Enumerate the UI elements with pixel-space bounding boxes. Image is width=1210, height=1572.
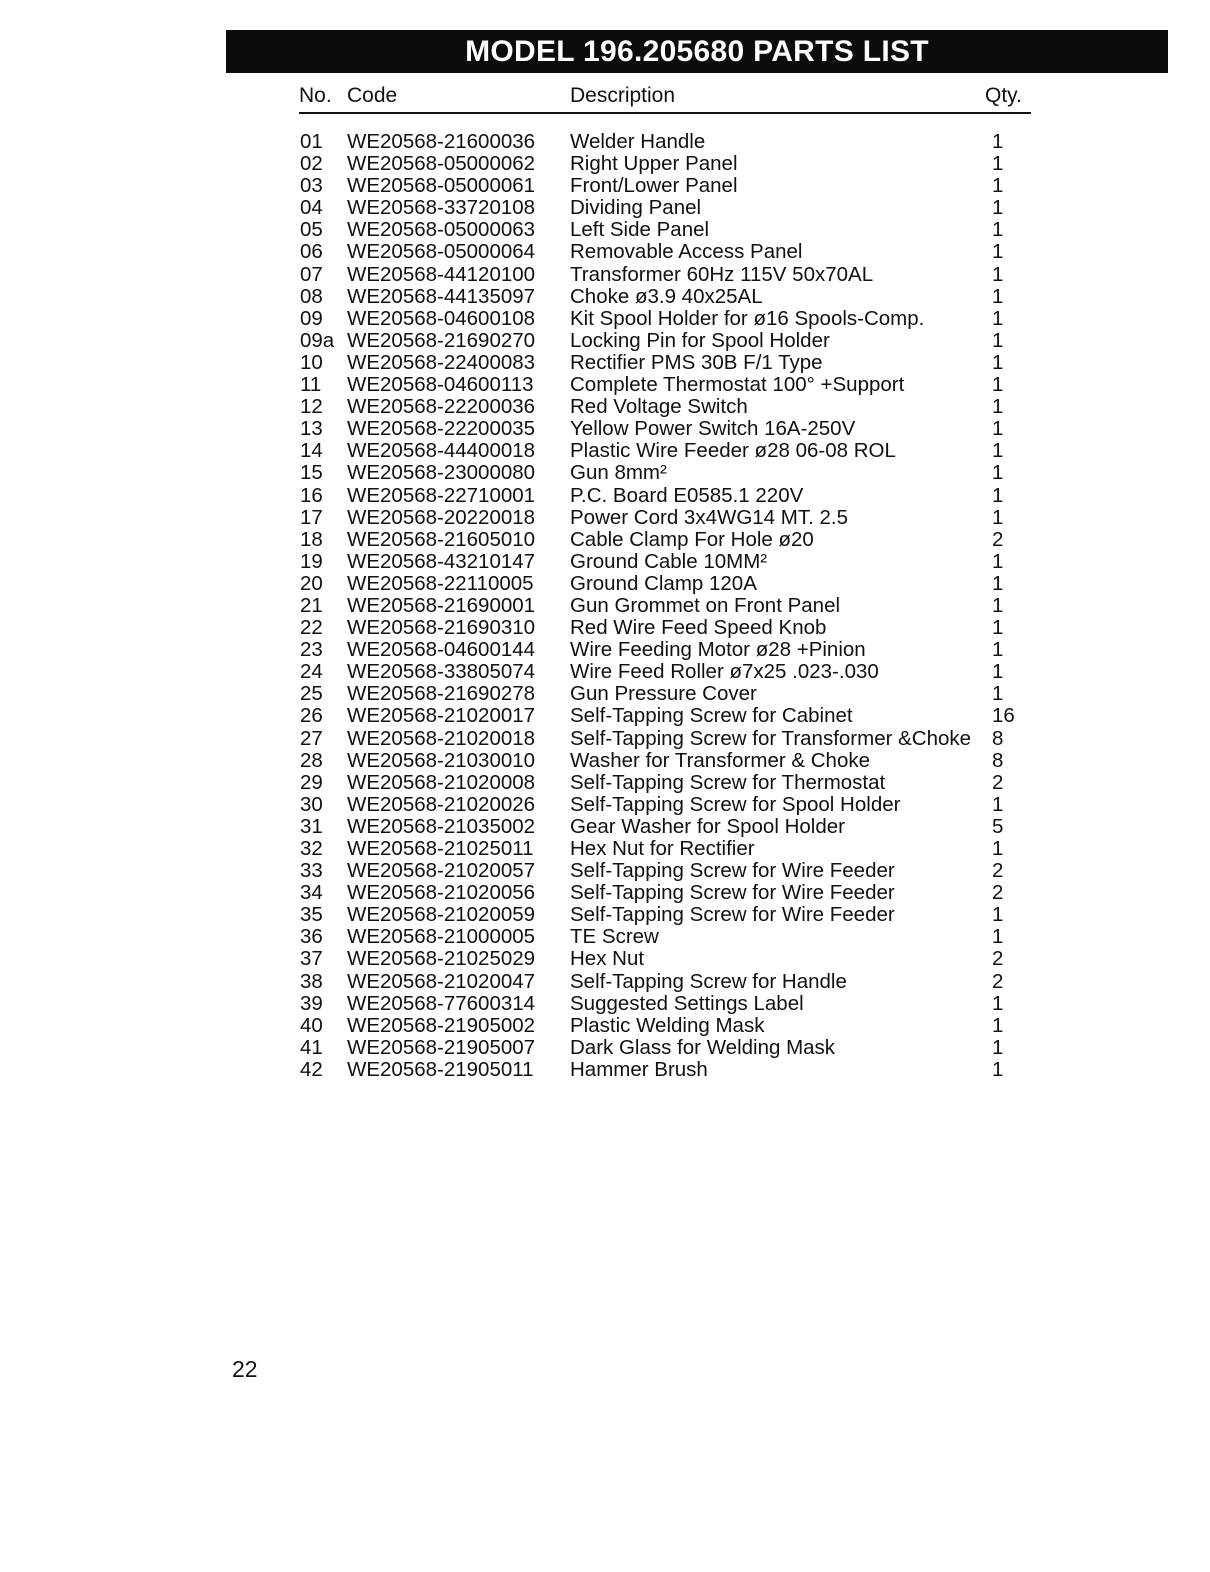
part-description: Complete Thermostat 100° +Support	[570, 373, 905, 397]
part-description: Ground Clamp 120A	[570, 571, 757, 595]
header-qty: Qty.	[985, 84, 1022, 107]
part-qty: 1	[992, 682, 1004, 706]
part-code: WE20568-22200036	[347, 395, 536, 419]
part-code: WE20568-21020008	[347, 770, 536, 794]
part-qty: 1	[992, 174, 1004, 198]
part-code: WE20568-22110005	[347, 571, 534, 595]
part-qty: 1	[992, 417, 1004, 441]
table-row	[0, 308, 1210, 330]
part-no: 08	[300, 284, 323, 308]
part-qty: 1	[992, 130, 1004, 153]
part-code: WE20568-21690310	[347, 616, 536, 640]
part-description: Rectifier PMS 30B F/1 Type	[570, 350, 823, 374]
part-description: P.C. Board E0585.1 220V	[570, 483, 804, 507]
part-qty: 1	[992, 505, 1004, 529]
part-description: Hammer Brush	[570, 1057, 708, 1081]
part-code: WE20568-21905002	[347, 1013, 536, 1037]
part-code: WE20568-04600113	[347, 373, 534, 397]
part-no: 01	[300, 130, 323, 153]
page-title: MODEL 196.205680 PARTS LIST	[226, 30, 1168, 73]
part-no: 41	[300, 1035, 323, 1059]
page-number: 22	[232, 1356, 258, 1382]
part-no: 37	[300, 947, 323, 971]
header-code: Code	[347, 84, 398, 107]
part-description: Hex Nut for Rectifier	[570, 837, 755, 860]
part-no: 42	[300, 1057, 323, 1081]
part-no: 33	[300, 859, 323, 883]
table-row	[0, 374, 1210, 396]
part-no: 18	[300, 527, 323, 551]
part-description: Right Upper Panel	[570, 152, 738, 176]
part-qty: 1	[992, 660, 1004, 684]
part-qty: 1	[992, 549, 1004, 573]
part-qty: 2	[992, 859, 1004, 883]
part-description: Gun 8mm²	[570, 461, 667, 485]
table-row	[0, 462, 1210, 484]
part-code: WE20568-05000061	[347, 174, 536, 198]
table-row	[0, 264, 1210, 286]
table-row	[0, 440, 1210, 462]
part-qty: 16	[992, 704, 1015, 728]
header-description: Description	[570, 84, 676, 107]
part-description: Plastic Wire Feeder ø28 06-08 ROL	[570, 439, 896, 463]
table-row	[0, 948, 1210, 970]
part-code: WE20568-44400018	[347, 439, 536, 463]
part-no: 15	[300, 461, 323, 485]
part-description: Self-Tapping Screw for Wire Feeder	[570, 881, 895, 905]
table-row	[0, 175, 1210, 197]
part-qty: 1	[992, 638, 1004, 662]
part-no: 03	[300, 174, 323, 198]
part-code: WE20568-21600036	[347, 130, 536, 153]
part-qty: 1	[992, 395, 1004, 419]
part-no: 22	[300, 616, 323, 640]
table-row	[0, 507, 1210, 529]
table-row	[0, 197, 1210, 219]
table-row	[0, 529, 1210, 551]
header-divider	[299, 112, 1031, 114]
part-no: 04	[300, 196, 323, 220]
part-qty: 1	[992, 1035, 1004, 1059]
part-code: WE20568-21000005	[347, 925, 536, 949]
part-code: WE20568-05000064	[347, 240, 536, 264]
parts-table	[0, 131, 1210, 1081]
table-row	[0, 750, 1210, 772]
part-no: 38	[300, 969, 323, 993]
table-row	[0, 728, 1210, 750]
part-description: Suggested Settings Label	[570, 991, 804, 1015]
part-description: Ground Cable 10MM²	[570, 549, 768, 573]
table-row	[0, 286, 1210, 308]
table-row	[0, 131, 1210, 153]
table-row	[0, 352, 1210, 374]
part-description: Cable Clamp For Hole ø20	[570, 527, 814, 551]
part-code: WE20568-44135097	[347, 284, 536, 308]
table-row	[0, 794, 1210, 816]
part-no: 14	[300, 439, 323, 463]
part-description: Locking Pin for Spool Holder	[570, 328, 830, 352]
part-description: Self-Tapping Screw for Transformer &Choke	[570, 726, 972, 750]
table-row	[0, 971, 1210, 993]
part-code: WE20568-43210147	[347, 549, 536, 573]
table-row	[0, 882, 1210, 904]
part-qty: 1	[992, 350, 1004, 374]
part-no: 21	[300, 593, 323, 617]
part-code: WE20568-21020057	[347, 859, 536, 883]
part-description: Self-Tapping Screw for Wire Feeder	[570, 903, 895, 927]
part-qty: 1	[992, 152, 1004, 176]
part-qty: 1	[992, 240, 1004, 264]
part-no: 29	[300, 770, 323, 794]
part-code: WE20568-22710001	[347, 483, 536, 507]
part-no: 02	[300, 152, 323, 176]
part-qty: 8	[992, 748, 1004, 772]
part-description: Removable Access Panel	[570, 240, 803, 264]
table-row	[0, 838, 1210, 860]
table-row	[0, 639, 1210, 661]
part-code: WE20568-44120100	[347, 262, 536, 286]
table-row	[0, 617, 1210, 639]
part-description: Red Voltage Switch	[570, 395, 748, 419]
part-qty: 1	[992, 461, 1004, 485]
part-qty: 2	[992, 770, 1004, 794]
part-no: 20	[300, 571, 323, 595]
part-no: 07	[300, 262, 323, 286]
part-code: WE20568-21690270	[347, 328, 536, 352]
table-row	[0, 926, 1210, 948]
table-row	[0, 904, 1210, 926]
part-qty: 2	[992, 947, 1004, 971]
part-no: 26	[300, 704, 323, 728]
part-qty: 1	[992, 616, 1004, 640]
part-qty: 1	[992, 218, 1004, 242]
part-description: Welder Handle	[570, 130, 706, 153]
part-description: Plastic Welding Mask	[570, 1013, 765, 1037]
part-no: 17	[300, 505, 323, 529]
part-description: Dividing Panel	[570, 196, 702, 220]
part-no: 24	[300, 660, 323, 684]
part-no: 34	[300, 881, 323, 905]
part-description: Transformer 60Hz 115V 50x70AL	[570, 262, 874, 286]
table-row	[0, 1037, 1210, 1059]
part-code: WE20568-21020056	[347, 881, 536, 905]
part-qty: 2	[992, 881, 1004, 905]
part-no: 11	[300, 373, 322, 397]
part-qty: 1	[992, 1013, 1004, 1037]
part-qty: 1	[992, 991, 1004, 1015]
part-no: 39	[300, 991, 323, 1015]
part-code: WE20568-21025029	[347, 947, 536, 971]
part-no: 31	[300, 814, 323, 838]
part-code: WE20568-21030010	[347, 748, 536, 772]
part-code: WE20568-05000062	[347, 152, 536, 176]
part-code: WE20568-21905007	[347, 1035, 536, 1059]
part-no: 05	[300, 218, 323, 242]
part-no: 10	[300, 350, 323, 374]
part-qty: 1	[992, 792, 1004, 816]
part-description: Wire Feeding Motor ø28 +Pinion	[570, 638, 866, 662]
part-description: Front/Lower Panel	[570, 174, 738, 198]
part-no: 40	[300, 1013, 323, 1037]
table-row	[0, 219, 1210, 241]
part-no: 32	[300, 837, 323, 860]
part-description: Kit Spool Holder for ø16 Spools-Comp.	[570, 306, 925, 330]
part-qty: 1	[992, 439, 1004, 463]
table-row	[0, 396, 1210, 418]
part-description: Self-Tapping Screw for Spool Holder	[570, 792, 901, 816]
part-code: WE20568-21035002	[347, 814, 536, 838]
part-qty: 1	[992, 262, 1004, 286]
part-qty: 1	[992, 196, 1004, 220]
part-no: 28	[300, 748, 323, 772]
part-no: 16	[300, 483, 323, 507]
part-description: Self-Tapping Screw for Handle	[570, 969, 847, 993]
table-row	[0, 1059, 1210, 1081]
part-description: Left Side Panel	[570, 218, 710, 242]
part-code: WE20568-33720108	[347, 196, 536, 220]
part-description: Gear Washer for Spool Holder	[570, 814, 845, 838]
table-row	[0, 860, 1210, 882]
part-no: 23	[300, 638, 323, 662]
part-description: Self-Tapping Screw for Wire Feeder	[570, 859, 895, 883]
table-row	[0, 330, 1210, 352]
part-qty: 1	[992, 373, 1004, 397]
part-code: WE20568-23000080	[347, 461, 536, 485]
part-code: WE20568-04600108	[347, 306, 536, 330]
part-code: WE20568-21690001	[347, 593, 536, 617]
part-description: TE Screw	[570, 925, 659, 949]
part-description: Gun Grommet on Front Panel	[570, 593, 841, 617]
part-code: WE20568-21020047	[347, 969, 536, 993]
part-no: 09a	[300, 328, 335, 352]
part-description: Red Wire Feed Speed Knob	[570, 616, 827, 640]
part-no: 06	[300, 240, 323, 264]
part-code: WE20568-22400083	[347, 350, 536, 374]
part-description: Wire Feed Roller ø7x25 .023-.030	[570, 660, 879, 684]
part-code: WE20568-22200035	[347, 417, 536, 441]
part-qty: 8	[992, 726, 1004, 750]
part-qty: 1	[992, 284, 1004, 308]
table-row	[0, 993, 1210, 1015]
part-description: Choke ø3.9 40x25AL	[570, 284, 763, 308]
part-no: 19	[300, 549, 323, 573]
table-row	[0, 241, 1210, 263]
part-description: Self-Tapping Screw for Thermostat	[570, 770, 886, 794]
part-code: WE20568-21690278	[347, 682, 536, 706]
part-qty: 1	[992, 483, 1004, 507]
part-no: 13	[300, 417, 323, 441]
table-row	[0, 551, 1210, 573]
part-code: WE20568-21020059	[347, 903, 536, 927]
part-code: WE20568-21605010	[347, 527, 536, 551]
part-description: Self-Tapping Screw for Cabinet	[570, 704, 853, 728]
part-code: WE20568-21025011	[347, 837, 534, 860]
part-description: Gun Pressure Cover	[570, 682, 757, 706]
table-row	[0, 1015, 1210, 1037]
part-description: Yellow Power Switch 16A-250V	[570, 417, 856, 441]
table-row	[0, 683, 1210, 705]
table-row	[0, 705, 1210, 727]
header-no: No.	[299, 84, 332, 107]
table-row	[0, 772, 1210, 794]
part-code: WE20568-21905011	[347, 1057, 534, 1081]
part-qty: 2	[992, 527, 1004, 551]
part-description: Dark Glass for Welding Mask	[570, 1035, 836, 1059]
table-row	[0, 661, 1210, 683]
part-qty: 1	[992, 571, 1004, 595]
part-qty: 1	[992, 837, 1004, 860]
part-qty: 1	[992, 903, 1004, 927]
part-description: Hex Nut	[570, 947, 645, 971]
part-code: WE20568-21020018	[347, 726, 536, 750]
part-no: 25	[300, 682, 323, 706]
table-row	[0, 595, 1210, 617]
table-row	[0, 418, 1210, 440]
part-code: WE20568-21020017	[347, 704, 536, 728]
part-description: Washer for Transformer & Choke	[570, 748, 871, 772]
part-qty: 1	[992, 1057, 1004, 1081]
part-no: 30	[300, 792, 323, 816]
part-code: WE20568-77600314	[347, 991, 536, 1015]
part-no: 09	[300, 306, 323, 330]
part-code: WE20568-04600144	[347, 638, 536, 662]
part-no: 35	[300, 903, 323, 927]
part-qty: 1	[992, 306, 1004, 330]
part-qty: 1	[992, 593, 1004, 617]
part-code: WE20568-21020026	[347, 792, 536, 816]
part-qty: 5	[992, 814, 1004, 838]
part-code: WE20568-05000063	[347, 218, 536, 242]
part-code: WE20568-20220018	[347, 505, 536, 529]
part-qty: 1	[992, 328, 1004, 352]
part-no: 12	[300, 395, 323, 419]
part-no: 27	[300, 726, 323, 750]
table-row	[0, 816, 1210, 838]
part-qty: 1	[992, 925, 1004, 949]
table-row	[0, 485, 1210, 507]
part-description: Power Cord 3x4WG14 MT. 2.5	[570, 505, 848, 529]
part-no: 36	[300, 925, 323, 949]
part-code: WE20568-33805074	[347, 660, 536, 684]
table-row	[0, 573, 1210, 595]
table-row	[0, 153, 1210, 175]
part-qty: 2	[992, 969, 1004, 993]
